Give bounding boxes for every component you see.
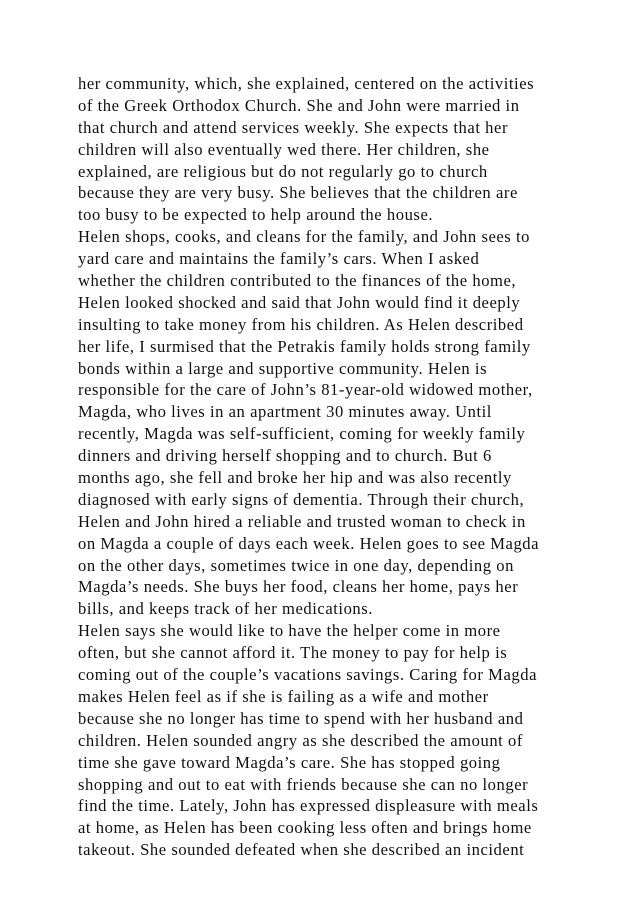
text-line: yard care and maintains the family’s cars. When I asked	[78, 249, 480, 269]
text-line: Helen and John hired a reliable and trusted woman to check in	[78, 511, 526, 531]
text-line: time she gave toward Magda’s care. She has stopped going	[78, 752, 501, 772]
text-line: find the time. Lately, John has expressed displeasure with meals	[78, 796, 539, 816]
text-line: too busy to be expected to help around the house.	[78, 205, 434, 225]
text-line: diagnosed with early signs of dementia. Through their church,	[78, 489, 525, 509]
text-line: her life, I surmised that the Petrakis family holds strong family	[78, 336, 531, 356]
text-line: Helen says she would like to have the helper come in more	[78, 621, 501, 641]
text-line: months ago, she fell and broke her hip and was also recently	[78, 468, 512, 488]
text-line: because they are very busy. She believes that the children are	[78, 183, 518, 203]
text-line: Magda, who lives in an apartment 30 minutes away. Until	[78, 402, 492, 422]
text-line: Helen looked shocked and said that John would find it deeply	[78, 292, 521, 312]
text-line: explained, are religious but do not regularly go to church	[78, 161, 488, 181]
text-line: on the other days, sometimes twice in one day, depending on	[78, 555, 514, 575]
text-line: children will also eventually wed there. Her children, she	[78, 139, 490, 159]
text-line: at home, as Helen has been cooking less often and brings home	[78, 818, 532, 838]
text-line: shopping and out to eat with friends because she can no longer	[78, 774, 529, 794]
text-line: makes Helen feel as if she is failing as a wife and mother	[78, 686, 489, 706]
text-line: her community, which, she explained, centered on the activities	[78, 74, 535, 93]
text-line: bills, and keeps track of her medications.	[78, 599, 373, 619]
text-line: often, but she cannot afford it. The money to pay for help is	[78, 643, 508, 663]
text-line: children. Helen sounded angry as she described the amount of	[78, 730, 523, 750]
text-line: dinners and driving herself shopping and to church. But 6	[78, 446, 492, 466]
text-line: that church and attend services weekly. She expects that her	[78, 117, 509, 137]
text-line: bonds within a large and supportive community. Helen is	[78, 358, 488, 378]
text-line: whether the children contributed to the finances of the home,	[78, 271, 517, 291]
body-text	[78, 73, 638, 861]
text-line: of the Greek Orthodox Church. She and John were married in	[78, 95, 520, 115]
text-line: recently, Magda was self-sufficient, coming for weekly family	[78, 424, 526, 444]
text-line: Helen shops, cooks, and cleans for the family, and John sees to	[78, 227, 531, 247]
text-line: on Magda a couple of days each week. Helen goes to see Magda	[78, 533, 540, 553]
text-line: because she no longer has time to spend with her husband and	[78, 708, 524, 728]
text-line: insulting to take money from his children. As Helen described	[78, 314, 524, 334]
text-line: responsible for the care of John’s 81-year-old widowed mother,	[78, 380, 533, 400]
text-line: coming out of the couple’s vacations savings. Caring for Magda	[78, 665, 537, 685]
text-line: takeout. She sounded defeated when she described an incident	[78, 840, 525, 860]
text-line: Magda’s needs. She buys her food, cleans her home, pays her	[78, 577, 519, 597]
